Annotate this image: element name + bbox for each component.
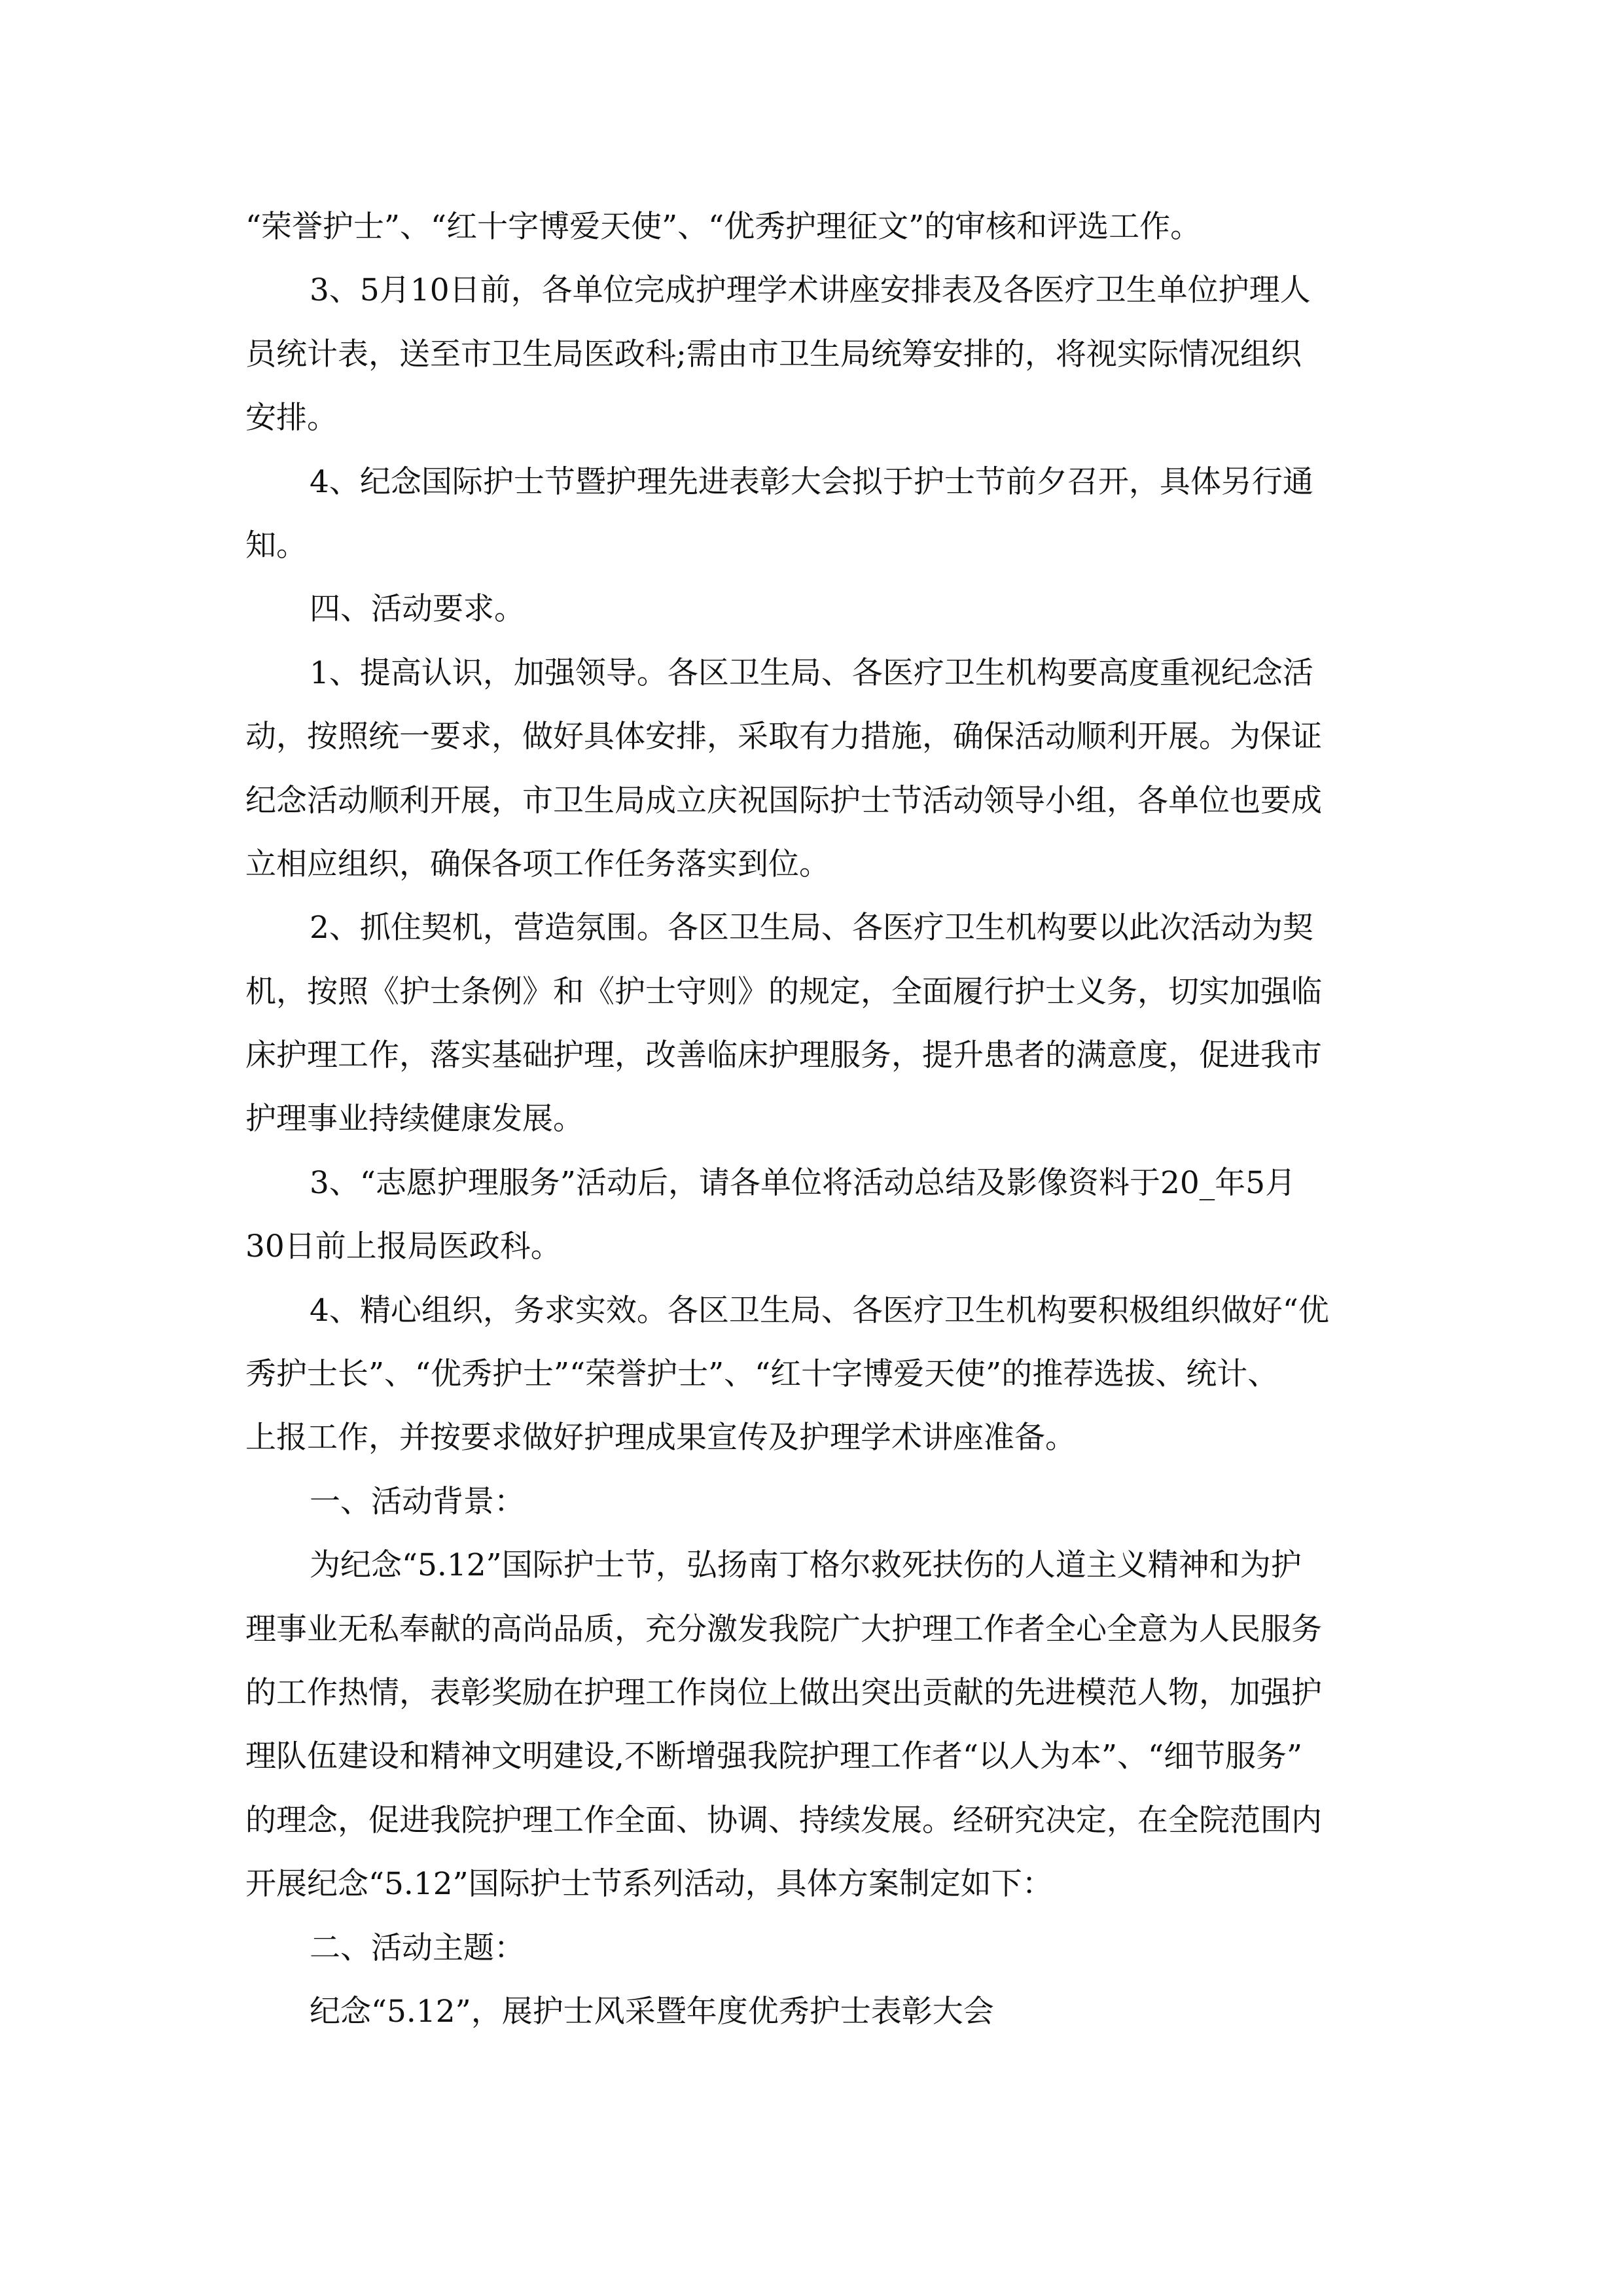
text-line: 纪念活动顺利开展，市卫生局成立庆祝国际护士节活动领导小组，各单位也要成 bbox=[245, 782, 1322, 819]
text-line: 理队伍建设和精神文明建设,不断增强我院护理工作者“以人为本”、“细节服务” bbox=[245, 1738, 1303, 1775]
paragraph bbox=[245, 450, 1384, 578]
text-line: 2、抓住契机，营造氛围。各区卫生局、各医疗卫生机构要以此次活动为契 bbox=[310, 910, 1313, 946]
text-line: 护理事业持续健康发展。 bbox=[245, 1101, 584, 1138]
text-line: 开展纪念“5.12”国际护士节系列活动，具体方案制定如下： bbox=[245, 1866, 1053, 1903]
paragraph bbox=[245, 1534, 1384, 1916]
text-line: 上报工作，并按要求做好护理成果宣传及护理学术讲座准备。 bbox=[245, 1420, 1076, 1456]
text-line: 秀护士长”、“优秀护士”“荣誉护士”、“红十字博爱天使”的推荐选拔、统计、 bbox=[245, 1356, 1279, 1393]
text-line: 机，按照《护士条例》和《护士守则》的规定，全面履行护士义务，切实加强临 bbox=[245, 973, 1322, 1010]
paragraph bbox=[245, 1151, 1384, 1279]
paragraph bbox=[245, 896, 1384, 1151]
text-line: 四、活动要求。 bbox=[310, 591, 525, 628]
paragraph bbox=[245, 1916, 1384, 1980]
document-body bbox=[245, 195, 1384, 2043]
text-line: 4、精心组织，务求实效。各区卫生局、各医疗卫生机构要积极组织做好“优 bbox=[310, 1292, 1329, 1329]
paragraph bbox=[245, 641, 1384, 897]
text-line: 1、提高认识，加强领导。各区卫生局、各医疗卫生机构要高度重视纪念活 bbox=[310, 655, 1313, 691]
text-line: 床护理工作，落实基础护理，改善临床护理服务，提升患者的满意度，促进我市 bbox=[245, 1037, 1322, 1074]
text-line: 员统计表，送至市卫生局医政科;需由市卫生局统筹安排的，将视实际情况组织 bbox=[245, 336, 1302, 372]
paragraph bbox=[245, 1279, 1384, 1470]
text-line: 知。 bbox=[245, 527, 307, 564]
paragraph bbox=[245, 577, 1384, 641]
text-line: 3、“志愿护理服务”活动后，请各单位将活动总结及影像资料于20_年5月 bbox=[310, 1164, 1296, 1201]
text-line: 3、5月10日前，各单位完成护理学术讲座安排表及各医疗卫生单位护理人 bbox=[310, 272, 1311, 309]
text-line: 30日前上报局医政科。 bbox=[245, 1229, 562, 1265]
text-line: 二、活动主题： bbox=[310, 1929, 525, 1966]
text-line: 4、纪念国际护士节暨护理先进表彰大会拟于护士节前夕召开，具体另行通 bbox=[310, 463, 1313, 500]
paragraph bbox=[245, 1980, 1384, 2043]
text-line: 的理念，促进我院护理工作全面、协调、持续发展。经研究决定，在全院范围内 bbox=[245, 1802, 1322, 1839]
text-line: 的工作热情，表彰奖励在护理工作岗位上做出突出贡献的先进模范人物，加强护 bbox=[245, 1674, 1322, 1711]
paragraph bbox=[245, 259, 1384, 450]
text-line: 动，按照统一要求，做好具体安排，采取有力措施，确保活动顺利开展。为保证 bbox=[245, 719, 1322, 755]
text-line: 一、活动背景： bbox=[310, 1483, 525, 1520]
text-line: 纪念“5.12”，展护士风采暨年度优秀护士表彰大会 bbox=[310, 1993, 994, 2030]
paragraph bbox=[245, 195, 1384, 259]
paragraph bbox=[245, 1470, 1384, 1534]
text-line: 安排。 bbox=[245, 400, 338, 437]
text-line: 为纪念“5.12”国际护士节，弘扬南丁格尔救死扶伤的人道主义精神和为护 bbox=[310, 1547, 1302, 1584]
text-line: 理事业无私奉献的高尚品质，充分激发我院广大护理工作者全心全意为人民服务 bbox=[245, 1611, 1322, 1647]
text-line: 立相应组织，确保各项工作任务落实到位。 bbox=[245, 846, 830, 882]
text-line: “荣誉护士”、“红十字博爱天使”、“优秀护理征文”的审核和评选工作。 bbox=[245, 209, 1202, 245]
